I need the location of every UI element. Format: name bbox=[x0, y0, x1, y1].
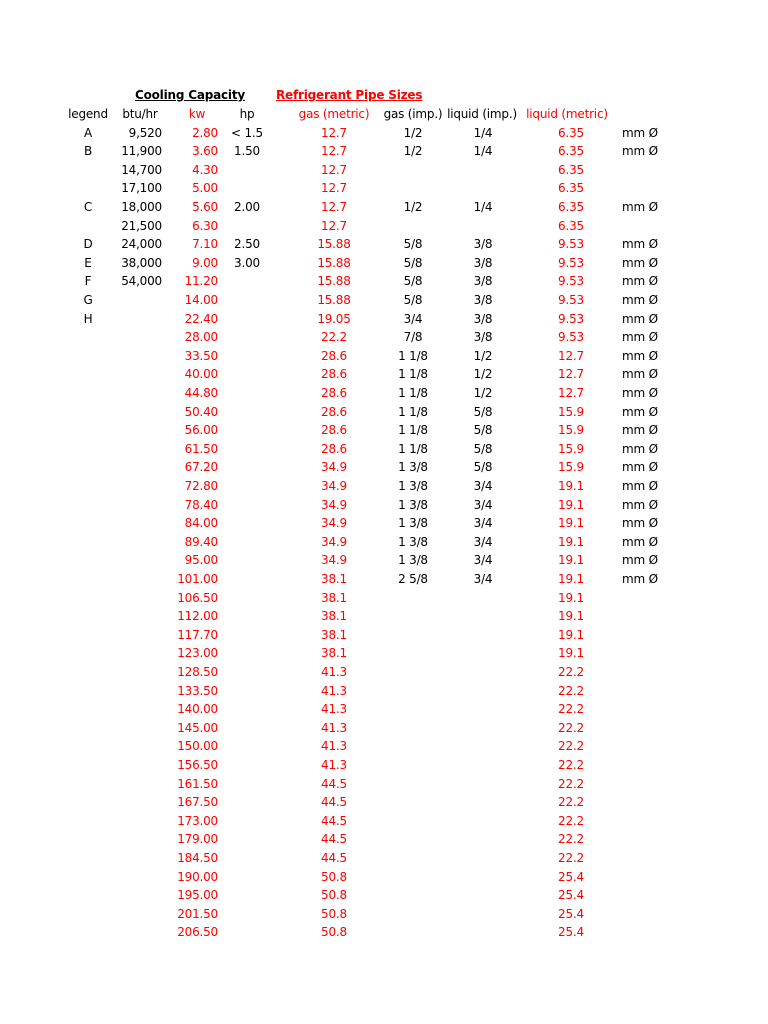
liquid-metric-cell: 19.1 bbox=[558, 516, 584, 531]
unit-cell: mm Ø bbox=[622, 441, 658, 456]
liquid-imp-cell: 5/8 bbox=[473, 460, 493, 475]
hp-cell: 2.00 bbox=[234, 199, 260, 214]
gas-imp-cell: 1 1/8 bbox=[398, 385, 428, 400]
hp-cell: 1.50 bbox=[234, 144, 260, 159]
kw-cell: 5.00 bbox=[192, 181, 218, 196]
liquid-metric-cell: 9.53 bbox=[558, 255, 584, 270]
gas-imp-cell: 1/2 bbox=[403, 125, 423, 140]
gas-metric-cell: 50.8 bbox=[321, 888, 347, 903]
gas-imp-cell: 1 1/8 bbox=[398, 348, 428, 363]
gas-imp-cell: 7/8 bbox=[403, 330, 423, 345]
hp-cell: 3.00 bbox=[234, 255, 260, 270]
liquid-metric-cell: 6.35 bbox=[558, 181, 584, 196]
unit-cell: mm Ø bbox=[622, 534, 658, 549]
gas-imp-cell: 1 1/8 bbox=[398, 441, 428, 456]
btu-cell: 9,520 bbox=[128, 125, 162, 140]
kw-cell: 156.50 bbox=[177, 757, 218, 772]
header-gas-metric: gas (metric) bbox=[298, 107, 370, 121]
gas-imp-cell: 5/8 bbox=[403, 237, 423, 252]
gas-metric-cell: 34.9 bbox=[321, 460, 347, 475]
btu-cell: 14,700 bbox=[121, 162, 162, 177]
liquid-metric-cell: 9.53 bbox=[558, 292, 584, 307]
kw-cell: 195.00 bbox=[177, 888, 218, 903]
gas-imp-cell: 1/2 bbox=[403, 199, 423, 214]
header-liquid-metric: liquid (metric) bbox=[526, 107, 608, 121]
liquid-metric-cell: 6.35 bbox=[558, 162, 584, 177]
unit-cell: mm Ø bbox=[622, 199, 658, 214]
gas-metric-cell: 12.7 bbox=[321, 144, 347, 159]
unit-cell: mm Ø bbox=[622, 478, 658, 493]
gas-metric-cell: 38.1 bbox=[321, 646, 347, 661]
kw-cell: 40.00 bbox=[184, 367, 218, 382]
gas-imp-cell: 1 1/8 bbox=[398, 404, 428, 419]
unit-cell: mm Ø bbox=[622, 553, 658, 568]
unit-cell: mm Ø bbox=[622, 237, 658, 252]
kw-cell: 44.80 bbox=[184, 385, 218, 400]
gas-imp-cell: 5/8 bbox=[403, 255, 423, 270]
liquid-metric-cell: 22.2 bbox=[558, 664, 584, 679]
liquid-metric-cell: 22.2 bbox=[558, 795, 584, 810]
kw-cell: 150.00 bbox=[177, 739, 218, 754]
gas-imp-cell: 1 3/8 bbox=[398, 460, 428, 475]
kw-cell: 190.00 bbox=[177, 869, 218, 884]
liquid-imp-cell: 3/4 bbox=[473, 478, 493, 493]
liquid-metric-cell: 15.9 bbox=[558, 404, 584, 419]
gas-metric-cell: 34.9 bbox=[321, 516, 347, 531]
gas-imp-cell: 1 3/8 bbox=[398, 553, 428, 568]
liquid-imp-cell: 1/4 bbox=[473, 199, 493, 214]
liquid-metric-cell: 22.2 bbox=[558, 757, 584, 772]
kw-cell: 61.50 bbox=[184, 441, 218, 456]
gas-metric-cell: 41.3 bbox=[321, 757, 347, 772]
gas-imp-cell: 5/8 bbox=[403, 274, 423, 289]
liquid-imp-cell: 5/8 bbox=[473, 441, 493, 456]
kw-cell: 11.20 bbox=[184, 274, 218, 289]
liquid-imp-cell: 3/8 bbox=[473, 292, 493, 307]
kw-cell: 123.00 bbox=[177, 646, 218, 661]
btu-cell: 54,000 bbox=[121, 274, 162, 289]
btu-cell: 38,000 bbox=[121, 255, 162, 270]
kw-cell: 89.40 bbox=[184, 534, 218, 549]
kw-cell: 101.00 bbox=[177, 571, 218, 586]
legend-cell: C bbox=[83, 199, 93, 214]
gas-metric-cell: 28.6 bbox=[321, 423, 347, 438]
gas-metric-cell: 34.9 bbox=[321, 534, 347, 549]
unit-cell: mm Ø bbox=[622, 348, 658, 363]
header-legend: legend bbox=[68, 107, 108, 121]
gas-metric-cell: 12.7 bbox=[321, 181, 347, 196]
header-liquid-imp: liquid (imp.) bbox=[447, 107, 517, 121]
gas-metric-cell: 44.5 bbox=[321, 776, 347, 791]
unit-cell: mm Ø bbox=[622, 274, 658, 289]
kw-cell: 28.00 bbox=[184, 330, 218, 345]
gas-metric-cell: 38.1 bbox=[321, 609, 347, 624]
liquid-imp-cell: 5/8 bbox=[473, 404, 493, 419]
liquid-metric-cell: 15.9 bbox=[558, 441, 584, 456]
liquid-imp-cell: 3/8 bbox=[473, 237, 493, 252]
liquid-metric-cell: 22.2 bbox=[558, 813, 584, 828]
kw-cell: 72.80 bbox=[184, 478, 218, 493]
unit-cell: mm Ø bbox=[622, 367, 658, 382]
btu-cell: 11,900 bbox=[121, 144, 162, 159]
gas-metric-cell: 41.3 bbox=[321, 739, 347, 754]
liquid-metric-cell: 22.2 bbox=[558, 776, 584, 791]
gas-imp-cell: 1 3/8 bbox=[398, 534, 428, 549]
kw-cell: 56.00 bbox=[184, 423, 218, 438]
kw-cell: 22.40 bbox=[184, 311, 218, 326]
kw-cell: 6.30 bbox=[192, 218, 218, 233]
gas-metric-cell: 41.3 bbox=[321, 664, 347, 679]
kw-cell: 133.50 bbox=[177, 683, 218, 698]
legend-cell: E bbox=[84, 255, 92, 270]
liquid-metric-cell: 9.53 bbox=[558, 311, 584, 326]
liquid-metric-cell: 12.7 bbox=[558, 348, 584, 363]
gas-imp-cell: 2 5/8 bbox=[398, 571, 428, 586]
gas-metric-cell: 28.6 bbox=[321, 348, 347, 363]
kw-cell: 145.00 bbox=[177, 720, 218, 735]
gas-metric-cell: 22.2 bbox=[321, 330, 347, 345]
btu-cell: 18,000 bbox=[121, 199, 162, 214]
liquid-metric-cell: 25.4 bbox=[558, 925, 584, 940]
liquid-metric-cell: 22.2 bbox=[558, 739, 584, 754]
liquid-imp-cell: 1/4 bbox=[473, 144, 493, 159]
liquid-imp-cell: 3/4 bbox=[473, 534, 493, 549]
liquid-metric-cell: 19.1 bbox=[558, 590, 584, 605]
unit-cell: mm Ø bbox=[622, 292, 658, 307]
liquid-metric-cell: 6.35 bbox=[558, 144, 584, 159]
gas-metric-cell: 34.9 bbox=[321, 553, 347, 568]
liquid-metric-cell: 22.2 bbox=[558, 683, 584, 698]
kw-cell: 33.50 bbox=[184, 348, 218, 363]
gas-metric-cell: 44.5 bbox=[321, 795, 347, 810]
header-kw: kw bbox=[188, 107, 206, 121]
gas-metric-cell: 50.8 bbox=[321, 906, 347, 921]
liquid-metric-cell: 6.35 bbox=[558, 125, 584, 140]
header-gas-imp: gas (imp.) bbox=[383, 107, 443, 121]
gas-metric-cell: 28.6 bbox=[321, 404, 347, 419]
gas-metric-cell: 38.1 bbox=[321, 627, 347, 642]
gas-metric-cell: 15.88 bbox=[317, 292, 351, 307]
gas-metric-cell: 15.88 bbox=[317, 274, 351, 289]
liquid-metric-cell: 19.1 bbox=[558, 534, 584, 549]
gas-metric-cell: 15.88 bbox=[317, 255, 351, 270]
liquid-imp-cell: 1/2 bbox=[473, 385, 493, 400]
gas-metric-cell: 28.6 bbox=[321, 367, 347, 382]
btu-cell: 17,100 bbox=[121, 181, 162, 196]
liquid-imp-cell: 3/4 bbox=[473, 497, 493, 512]
liquid-metric-cell: 6.35 bbox=[558, 218, 584, 233]
kw-cell: 112.00 bbox=[177, 609, 218, 624]
gas-metric-cell: 12.7 bbox=[321, 162, 347, 177]
unit-cell: mm Ø bbox=[622, 516, 658, 531]
liquid-imp-cell: 5/8 bbox=[473, 423, 493, 438]
kw-cell: 128.50 bbox=[177, 664, 218, 679]
liquid-metric-cell: 19.1 bbox=[558, 571, 584, 586]
kw-cell: 9.00 bbox=[192, 255, 218, 270]
liquid-metric-cell: 19.1 bbox=[558, 497, 584, 512]
unit-cell: mm Ø bbox=[622, 385, 658, 400]
liquid-imp-cell: 3/4 bbox=[473, 571, 493, 586]
kw-cell: 50.40 bbox=[184, 404, 218, 419]
gas-metric-cell: 44.5 bbox=[321, 850, 347, 865]
liquid-metric-cell: 12.7 bbox=[558, 385, 584, 400]
gas-metric-cell: 28.6 bbox=[321, 441, 347, 456]
kw-cell: 179.00 bbox=[177, 832, 218, 847]
legend-cell: A bbox=[83, 125, 92, 140]
unit-cell: mm Ø bbox=[622, 460, 658, 475]
liquid-metric-cell: 22.2 bbox=[558, 832, 584, 847]
liquid-metric-cell: 19.1 bbox=[558, 609, 584, 624]
liquid-metric-cell: 25.4 bbox=[558, 888, 584, 903]
liquid-imp-cell: 1/2 bbox=[473, 348, 493, 363]
liquid-metric-cell: 19.1 bbox=[558, 646, 584, 661]
gas-metric-cell: 41.3 bbox=[321, 702, 347, 717]
header-btu: btu/hr bbox=[122, 107, 158, 121]
kw-cell: 201.50 bbox=[177, 906, 218, 921]
liquid-imp-cell: 1/2 bbox=[473, 367, 493, 382]
kw-cell: 206.50 bbox=[177, 925, 218, 940]
gas-metric-cell: 44.5 bbox=[321, 813, 347, 828]
unit-cell: mm Ø bbox=[622, 571, 658, 586]
gas-metric-cell: 15.88 bbox=[317, 237, 351, 252]
kw-cell: 4.30 bbox=[192, 162, 218, 177]
gas-metric-cell: 44.5 bbox=[321, 832, 347, 847]
kw-cell: 161.50 bbox=[177, 776, 218, 791]
kw-cell: 3.60 bbox=[192, 144, 218, 159]
unit-cell: mm Ø bbox=[622, 125, 658, 140]
header-hp: hp bbox=[239, 107, 255, 121]
liquid-metric-cell: 22.2 bbox=[558, 702, 584, 717]
kw-cell: 184.50 bbox=[177, 850, 218, 865]
kw-cell: 117.70 bbox=[177, 627, 218, 642]
refrigerant-pipe-sizes-title: Refrigerant Pipe Sizes bbox=[276, 88, 423, 102]
liquid-imp-cell: 3/8 bbox=[473, 255, 493, 270]
liquid-imp-cell: 3/8 bbox=[473, 311, 493, 326]
liquid-imp-cell: 1/4 bbox=[473, 125, 493, 140]
liquid-metric-cell: 19.1 bbox=[558, 553, 584, 568]
kw-cell: 95.00 bbox=[184, 553, 218, 568]
unit-cell: mm Ø bbox=[622, 330, 658, 345]
liquid-metric-cell: 9.53 bbox=[558, 330, 584, 345]
gas-metric-cell: 12.7 bbox=[321, 199, 347, 214]
kw-cell: 2.80 bbox=[192, 125, 218, 140]
liquid-metric-cell: 6.35 bbox=[558, 199, 584, 214]
kw-cell: 167.50 bbox=[177, 795, 218, 810]
gas-imp-cell: 1 1/8 bbox=[398, 423, 428, 438]
liquid-metric-cell: 22.2 bbox=[558, 720, 584, 735]
unit-cell: mm Ø bbox=[622, 144, 658, 159]
gas-metric-cell: 12.7 bbox=[321, 218, 347, 233]
gas-metric-cell: 28.6 bbox=[321, 385, 347, 400]
legend-cell: B bbox=[83, 144, 93, 159]
unit-cell: mm Ø bbox=[622, 497, 658, 512]
liquid-imp-cell: 3/4 bbox=[473, 553, 493, 568]
liquid-metric-cell: 15.9 bbox=[558, 423, 584, 438]
kw-cell: 106.50 bbox=[177, 590, 218, 605]
kw-cell: 84.00 bbox=[184, 516, 218, 531]
gas-imp-cell: 1 3/8 bbox=[398, 516, 428, 531]
unit-cell: mm Ø bbox=[622, 423, 658, 438]
liquid-metric-cell: 19.1 bbox=[558, 627, 584, 642]
liquid-metric-cell: 25.4 bbox=[558, 906, 584, 921]
unit-cell: mm Ø bbox=[622, 311, 658, 326]
kw-cell: 173.00 bbox=[177, 813, 218, 828]
gas-imp-cell: 3/4 bbox=[403, 311, 423, 326]
kw-cell: 5.60 bbox=[192, 199, 218, 214]
liquid-metric-cell: 12.7 bbox=[558, 367, 584, 382]
liquid-metric-cell: 22.2 bbox=[558, 850, 584, 865]
gas-metric-cell: 34.9 bbox=[321, 497, 347, 512]
hp-cell: 2.50 bbox=[234, 237, 260, 252]
cooling-capacity-title: Cooling Capacity bbox=[134, 88, 245, 102]
legend-cell: G bbox=[83, 292, 93, 307]
gas-metric-cell: 38.1 bbox=[321, 590, 347, 605]
gas-metric-cell: 38.1 bbox=[321, 571, 347, 586]
gas-metric-cell: 41.3 bbox=[321, 720, 347, 735]
gas-metric-cell: 34.9 bbox=[321, 478, 347, 493]
gas-metric-cell: 41.3 bbox=[321, 683, 347, 698]
liquid-imp-cell: 3/8 bbox=[473, 274, 493, 289]
legend-cell: F bbox=[84, 274, 92, 289]
gas-imp-cell: 1/2 bbox=[403, 144, 423, 159]
hp-cell: < 1.5 bbox=[231, 125, 263, 140]
legend-cell: H bbox=[83, 311, 93, 326]
gas-imp-cell: 5/8 bbox=[403, 292, 423, 307]
liquid-imp-cell: 3/4 bbox=[473, 516, 493, 531]
gas-imp-cell: 1 3/8 bbox=[398, 497, 428, 512]
kw-cell: 67.20 bbox=[184, 460, 218, 475]
liquid-metric-cell: 15.9 bbox=[558, 460, 584, 475]
kw-cell: 140.00 bbox=[177, 702, 218, 717]
unit-cell: mm Ø bbox=[622, 255, 658, 270]
liquid-metric-cell: 9.53 bbox=[558, 274, 584, 289]
liquid-metric-cell: 19.1 bbox=[558, 478, 584, 493]
gas-metric-cell: 50.8 bbox=[321, 869, 347, 884]
kw-cell: 7.10 bbox=[192, 237, 218, 252]
btu-cell: 21,500 bbox=[121, 218, 162, 233]
liquid-imp-cell: 3/8 bbox=[473, 330, 493, 345]
gas-metric-cell: 12.7 bbox=[321, 125, 347, 140]
legend-cell: D bbox=[83, 237, 93, 252]
liquid-metric-cell: 9.53 bbox=[558, 237, 584, 252]
kw-cell: 78.40 bbox=[184, 497, 218, 512]
liquid-metric-cell: 25.4 bbox=[558, 869, 584, 884]
kw-cell: 14.00 bbox=[184, 292, 218, 307]
gas-imp-cell: 1 3/8 bbox=[398, 478, 428, 493]
gas-metric-cell: 19.05 bbox=[317, 311, 351, 326]
unit-cell: mm Ø bbox=[622, 404, 658, 419]
gas-imp-cell: 1 1/8 bbox=[398, 367, 428, 382]
gas-metric-cell: 50.8 bbox=[321, 925, 347, 940]
btu-cell: 24,000 bbox=[121, 237, 162, 252]
